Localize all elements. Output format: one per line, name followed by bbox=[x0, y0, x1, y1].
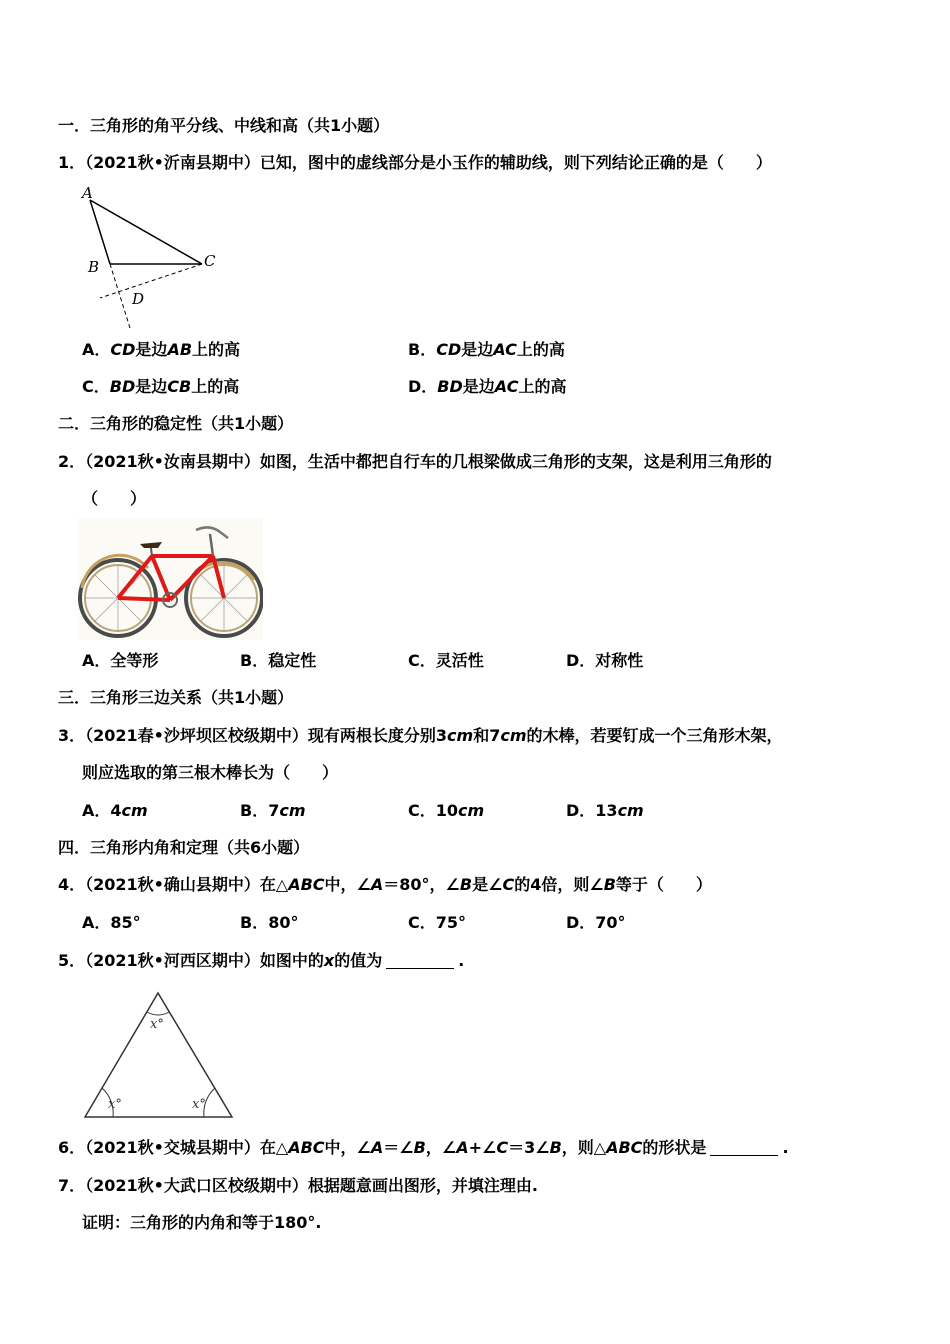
figure-label-c: C bbox=[204, 252, 216, 270]
question-6-stem: 6．（2021秋•交城县期中）在△ABC中，∠A＝∠B，∠A+∠C＝3∠B，则△ABC的形状是 . bbox=[58, 1138, 789, 1157]
q3-option-a[interactable]: A．4cm bbox=[82, 801, 148, 820]
question-2-paren: （ ） bbox=[82, 489, 147, 508]
q4-option-a[interactable]: A．85° bbox=[82, 913, 141, 932]
answer-blank-5[interactable] bbox=[386, 952, 454, 969]
question-1-stem: 1．（2021秋•沂南县期中）已知，图中的虚线部分是小玉作的辅助线，则下列结论正确的是（ ） bbox=[58, 153, 772, 172]
question-7-stem: 7．（2021秋•大武口区校级期中）根据题意画出图形，并填注理由. bbox=[58, 1176, 538, 1195]
angle-label-right: x° bbox=[192, 1097, 206, 1112]
figure-label-d: D bbox=[132, 290, 145, 308]
q1-option-a[interactable]: A．CD是边AB上的高 bbox=[82, 340, 241, 359]
section-heading-3: 三．三角形三边关系（共1小题） bbox=[58, 688, 294, 707]
q2-option-c[interactable]: C．灵活性 bbox=[408, 651, 484, 670]
question-3-line2: 则应选取的第三根木棒长为（ ） bbox=[82, 763, 339, 782]
angle-label-top: x° bbox=[150, 1017, 164, 1032]
answer-blank-6[interactable] bbox=[710, 1139, 778, 1156]
q1-option-b[interactable]: B．CD是边AC上的高 bbox=[408, 340, 565, 359]
equilateral-triangle-figure bbox=[80, 988, 240, 1123]
q3-option-b[interactable]: B．7cm bbox=[240, 801, 306, 820]
q2-option-d[interactable]: D．对称性 bbox=[566, 651, 644, 670]
q2-option-a[interactable]: A．全等形 bbox=[82, 651, 159, 670]
question-3-stem: 3．（2021春•沙坪坝区校级期中）现有两根长度分别3cm和7cm的木棒，若要钉成一个三角形木架， bbox=[58, 726, 783, 745]
q4-option-c[interactable]: C．75° bbox=[408, 913, 467, 932]
q4-option-d[interactable]: D．70° bbox=[566, 913, 626, 932]
angle-label-left: x° bbox=[108, 1097, 122, 1112]
q1-option-d[interactable]: D．BD是边AC上的高 bbox=[408, 377, 567, 396]
q4-option-b[interactable]: B．80° bbox=[240, 913, 299, 932]
bicycle-image bbox=[78, 518, 263, 640]
figure-label-a: A bbox=[82, 184, 93, 202]
triangle-abc-figure bbox=[80, 180, 230, 330]
q1-option-c[interactable]: C．BD是边CB上的高 bbox=[82, 377, 240, 396]
section-heading-4: 四．三角形内角和定理（共6小题） bbox=[58, 838, 310, 857]
q3-option-c[interactable]: C．10cm bbox=[408, 801, 485, 820]
figure-label-b: B bbox=[88, 258, 100, 276]
question-4-stem: 4．（2021秋•确山县期中）在△ABC中，∠A＝80°，∠B是∠C的4倍，则∠B等于（ ） bbox=[58, 875, 712, 894]
q2-option-b[interactable]: B．稳定性 bbox=[240, 651, 317, 670]
question-2-stem: 2．（2021秋•汝南县期中）如图，生活中都把自行车的几根梁做成三角形的支架，这是利用三角形的 bbox=[58, 452, 772, 471]
section-heading-1: 一．三角形的角平分线、中线和高（共1小题） bbox=[58, 116, 390, 135]
section-heading-2: 二．三角形的稳定性（共1小题） bbox=[58, 414, 294, 433]
q3-option-d[interactable]: D．13cm bbox=[566, 801, 644, 820]
question-7-proof: 证明：三角形的内角和等于180°. bbox=[82, 1213, 322, 1232]
question-5-stem: 5．（2021秋•河西区期中）如图中的x的值为 . bbox=[58, 951, 465, 970]
